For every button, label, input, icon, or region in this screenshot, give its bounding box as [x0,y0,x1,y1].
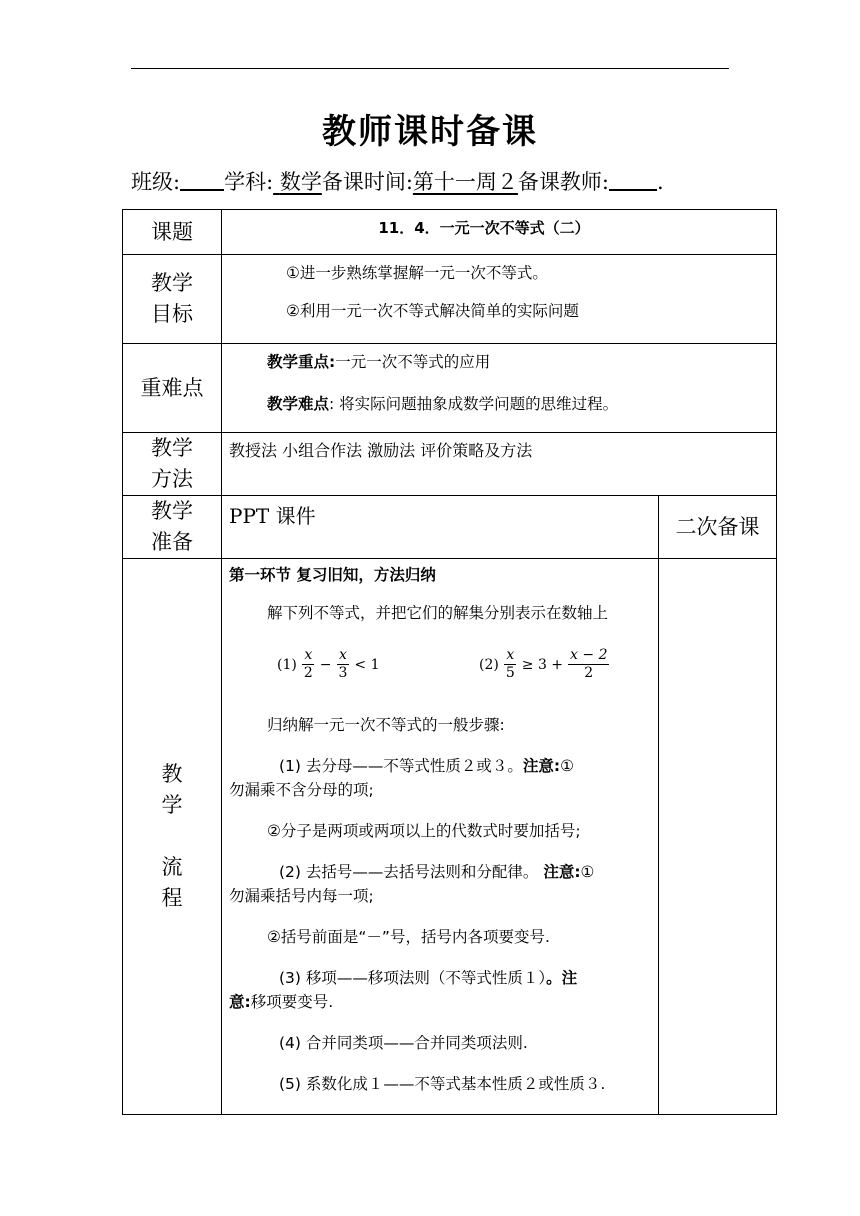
key-row [123,344,777,433]
goal-cell [222,255,777,344]
step-2-note-2: ②括号前面是“－”号，括号内各项要变号. [267,928,550,946]
frac-x-3: $\frac{x}{3}$ [338,647,348,681]
step-4: (4) 合并同类项——合并同类项法则. [279,1034,528,1052]
method-text: 教授法 小组合作法 激励法 评价策略及方法 [229,441,533,460]
step-2-note: 勿漏乘括号内每一项; [229,887,374,905]
second-prep-label: 二次备课 [659,496,777,559]
header-rule [131,68,729,69]
method-cell [222,433,777,496]
goal-label: 教学 目标 [123,255,222,344]
prep-row [123,496,777,559]
topic-row [123,210,777,255]
teacher-blank [609,169,657,191]
step-2: (2) 去括号——去括号法则和分配律。 注意:① [279,863,595,881]
topic-value: 11．4．一元一次不等式（二） [378,219,590,237]
page-title: 教师课时备课 [322,112,538,152]
equation-2: (2) $\frac{x}{5}$ ≥ 3 + $\frac{x - 2}{2}$ [479,647,608,681]
end-mark: . [657,170,664,194]
time-label: 备课时间: [321,170,413,194]
time-value: 第十一周２ [412,170,518,194]
subject-value: 数学 [279,170,322,194]
goal-row [123,255,777,344]
topic-label: 课题 [123,210,222,255]
step-5: (5) 系数化成１——不等式基本性质２或性质３. [279,1075,606,1093]
flow-label: 教 学 流 程 [123,559,222,1115]
frac-x-5: $\frac{x}{5}$ [505,647,515,681]
step-1: (1) 去分母——不等式性质２或３。注意:① [279,757,574,775]
eq1-index: (1) [277,656,297,673]
prep-text: PPT 课件 [229,504,316,528]
eq2-index: (2) [479,656,499,673]
flow-cell [222,559,659,1115]
step-1-note: 勿漏乘不含分母的项; [229,781,374,799]
method-row [123,433,777,496]
step-3: (3) 移项——移项法则（不等式性质１）。注 [279,969,578,987]
second-prep-cell [659,559,777,1115]
section-title: 第一环节 复习旧知，方法归纳 [229,566,436,584]
subject-label: 学科: [224,170,274,194]
prep-cell [222,496,659,559]
topic-cell [222,210,777,255]
key-label: 重难点 [123,344,222,433]
prep-label: 教学 准备 [123,496,222,559]
method-label: 教学 方法 [123,433,222,496]
class-blank [180,169,224,191]
summary-title: 归纳解一元一次不等式的一般步骤: [267,716,505,734]
flow-row [123,559,777,1115]
equation-1: (1) $\frac{x}{2}$ − $\frac{x}{3}$ < 1 [277,647,380,681]
frac-x-minus-2-over-2: $\frac{x - 2}{2}$ [570,647,608,681]
goal-item-2: ②利用一元一次不等式解决简单的实际问题 [286,302,579,320]
key-point: 教学重点:一元一次不等式的应用 [267,353,491,371]
step-1-note-2: ②分子是两项或两项以上的代数式时要加括号; [267,822,581,840]
info-line [131,166,664,196]
key-cell [222,344,777,433]
exercise-intro: 解下列不等式，并把它们的解集分别表示在数轴上 [267,604,609,622]
lesson-plan-table [122,209,777,1115]
difficulty-point: 教学难点: 将实际问题抽象成数学问题的思维过程。 [267,395,619,413]
frac-x-2: $\frac{x}{2}$ [303,647,313,681]
class-label: 班级: [131,170,181,194]
teacher-label: 备课教师: [517,170,609,194]
equations [229,635,652,701]
goal-item-1: ①进一步熟练掌握解一元一次不等式。 [286,264,548,282]
step-3-note: 意:移项要变号. [229,993,334,1011]
